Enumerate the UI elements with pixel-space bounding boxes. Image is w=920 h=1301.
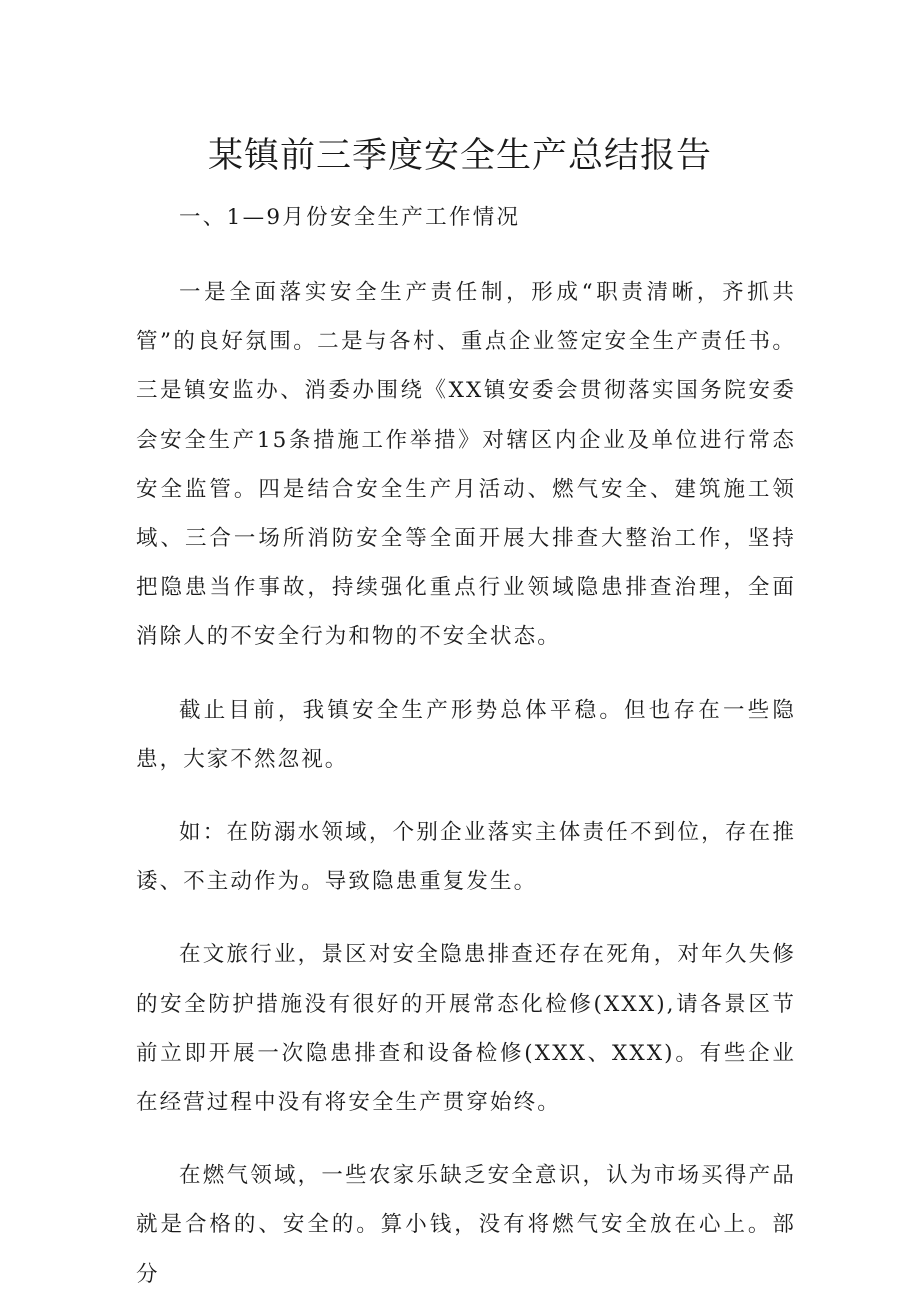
paragraph-tourism: 在文旅行业，景区对安全隐患排查还存在死角，对年久失修的安全防护措施没有很好的开展常态化检修(XXX),请各景区节前立即开展一次隐患排查和设备检修(XXX、XXX)。有些企业在经营过程中没有将安全生产贯穿始终。: [136, 942, 796, 1116]
section-heading: 一、1—9月份安全生产工作情况: [179, 205, 521, 230]
document-title: 某镇前三季度安全生产总结报告: [207, 136, 712, 176]
paragraph-responsibility: 一是全面落实安全生产责任制，形成“职责清晰，齐抓共管”的良好氛围。二是与各村、重点企业签定安全生产责任书。三是镇安监办、消委办围绕《XX镇安委会贯彻落实国务院安委会安全生产15条措施工作举措》对辖区内企业及单位进行常态安全监管。四是结合安全生产月活动、燃气安全、建筑施工领域、三合一场所消防安全等全面开展大排查大整治工作，坚持把隐患当作事故，持续强化重点行业领域隐患排查治理，全面消除人的不安全行为和物的不安全状态。: [136, 280, 796, 650]
document-body: [136, 192, 796, 1299]
paragraph-gas: 在燃气领域，一些农家乐缺乏安全意识，认为市场买得产品就是合格的、安全的。算小钱，没有将燃气安全放在心上。部分: [136, 1163, 796, 1287]
paragraph-situation: 截止目前，我镇安全生产形势总体平稳。但也存在一些隐患，大家不然忽视。: [136, 697, 796, 772]
paragraph-drowning-prevention: 如：在防溺水领域，个别企业落实主体责任不到位，存在推诿、不主动作为。导致隐患重复发生。: [136, 820, 796, 895]
